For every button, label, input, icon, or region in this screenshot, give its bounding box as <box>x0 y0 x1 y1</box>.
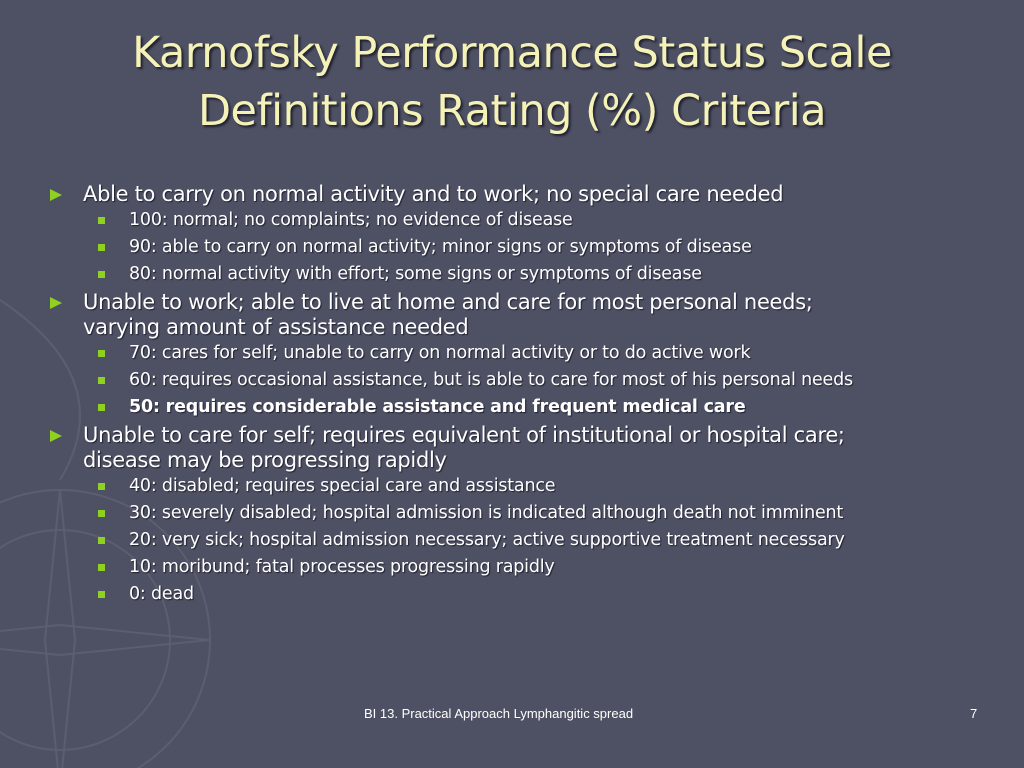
slide-title-line: Karnofsky Performance Status Scale <box>132 28 892 78</box>
rating-text: 10: moribund; fatal processes progressing rapidly <box>129 557 555 577</box>
square-bullet-icon <box>98 537 105 544</box>
bullet-list <box>48 180 998 608</box>
arrow-bullet-icon <box>50 297 62 309</box>
rating-text: 40: disabled; requires special care and assistance <box>129 476 556 496</box>
rating-text: 0: dead <box>129 584 194 604</box>
rating-text: 80: normal activity with effort; some signs or symptoms of disease <box>129 264 702 284</box>
rating-item-70 <box>48 340 998 367</box>
square-bullet-icon <box>98 483 105 490</box>
rating-text: 90: able to carry on normal activity; minor signs or symptoms of disease <box>129 237 752 257</box>
category-able-to-work <box>48 182 998 207</box>
rating-item-30 <box>48 500 998 527</box>
category-text: disease may be progressing rapidly <box>83 448 447 472</box>
rating-item-100 <box>48 207 998 234</box>
category-text: Unable to care for self; requires equivalent of institutional or hospital care; <box>83 423 845 447</box>
category-text: Unable to work; able to live at home and care for most personal needs; <box>83 290 813 314</box>
square-bullet-icon <box>98 271 105 278</box>
rating-text: 50: requires considerable assistance and frequent medical care <box>129 397 746 417</box>
rating-text: 100: normal; no complaints; no evidence of disease <box>129 210 573 230</box>
square-bullet-icon <box>98 377 105 384</box>
square-bullet-icon <box>98 350 105 357</box>
category-text: varying amount of assistance needed <box>83 315 469 339</box>
square-bullet-icon <box>98 591 105 598</box>
square-bullet-icon <box>98 404 105 411</box>
square-bullet-icon <box>98 244 105 251</box>
category-unable-to-care <box>48 423 998 473</box>
rating-item-90 <box>48 234 998 261</box>
rating-text: 30: severely disabled; hospital admission is indicated although death not imminent <box>129 503 844 523</box>
rating-item-50 <box>48 394 998 421</box>
arrow-bullet-icon <box>50 189 62 201</box>
rating-text: 60: requires occasional assistance, but is able to care for most of his personal needs <box>129 370 853 390</box>
rating-item-0 <box>48 581 998 608</box>
category-unable-to-work <box>48 290 998 340</box>
square-bullet-icon <box>98 510 105 517</box>
rating-item-60 <box>48 367 998 394</box>
rating-item-10 <box>48 554 998 581</box>
square-bullet-icon <box>98 217 105 224</box>
rating-item-80 <box>48 261 998 288</box>
footer-text: BI 13. Practical Approach Lymphangitic spread <box>364 706 634 721</box>
page-number: 7 <box>970 706 978 721</box>
rating-text: 70: cares for self; unable to carry on normal activity or to do active work <box>129 343 751 363</box>
rating-item-40 <box>48 473 998 500</box>
rating-item-20 <box>48 527 998 554</box>
arrow-bullet-icon <box>50 430 62 442</box>
square-bullet-icon <box>98 564 105 571</box>
rating-text: 20: very sick; hospital admission necessary; active supportive treatment necessary <box>129 530 845 550</box>
slide-title-line: Definitions Rating (%) Criteria <box>197 86 827 136</box>
category-text: Able to carry on normal activity and to work; no special care needed <box>83 182 784 206</box>
slide-title <box>0 24 1024 140</box>
